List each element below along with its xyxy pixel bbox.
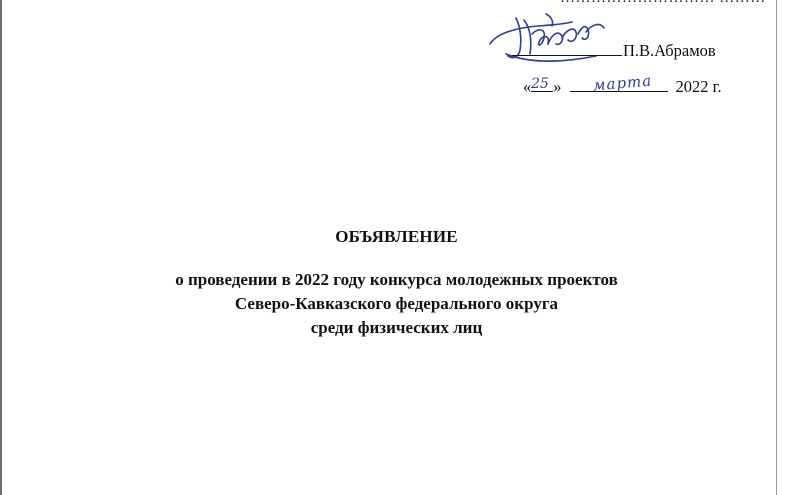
handwritten-month: марта <box>592 71 653 95</box>
signer-line <box>512 40 716 61</box>
document-subtitle <box>0 268 793 340</box>
scan-left-edge <box>0 0 2 495</box>
subtitle-line: среди физических лиц <box>310 318 483 337</box>
signer-name: П.В.Абрамов <box>623 41 716 60</box>
date-year: 2022 г. <box>675 77 722 96</box>
date-close-quote: » <box>553 77 562 96</box>
signature-blank <box>512 40 622 56</box>
document-title: ОБЪЯВЛЕНИЕ <box>335 227 458 246</box>
scan-right-edge <box>776 0 777 495</box>
date-open-quote: « <box>523 77 532 96</box>
handwritten-day: 25 <box>531 76 549 92</box>
subtitle-line: Северо-Кавказского федерального округа <box>234 294 559 313</box>
subtitle-line: о проведении в 2022 году конкурса молодежных проектов <box>175 270 618 289</box>
